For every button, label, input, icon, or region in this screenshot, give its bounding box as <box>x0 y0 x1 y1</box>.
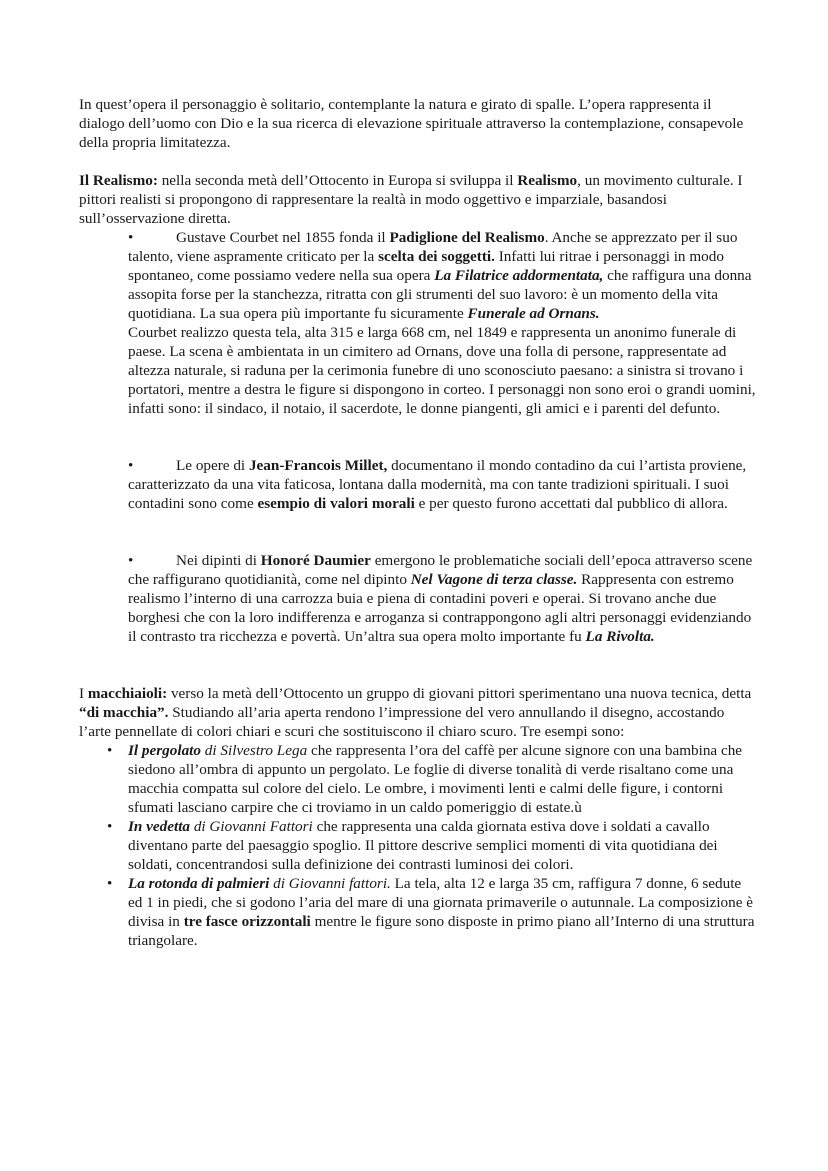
artist-name: di Giovanni Fattori <box>190 818 313 835</box>
list-item-courbet: • Gustave Courbet nel 1855 fonda il Padiglione del Realismo. Anche se apprezzato per il suo talento, viene aspramente criticato per la scelta dei soggetti. Infatti lui ritrae i personaggi in modo spontaneo, come possiamo vedere nella sua opera La Filatrice addormentata, che raffigura una donna assopita forse per la stanchezza, ritratta con gli strumenti del suo lavoro: è un momento della vita quotidiana. La sua opera più importante fu sicuramente Funerale ad Ornans. Courbet realizzo questa tela, alta 315 e larga 668 cm, nel 1849 e rappresenta un anonimo funerale di paese. La scena è ambientata in un cimitero ad Ornans, dove una folla di persone, rappresentate ad altezza naturale, si raduna per la cerimonia funebre di uno sconosciuto paesano: a sinistra si trovano i portatori, mentre a destra le figure si dispongono in corteo. I personaggi non sono eroi o grandi uomini, infatti sono: il sindaco, il notaio, il sacerdote, le donne piangenti, gli amici e i parenti del defunto. <box>79 228 759 418</box>
courbet-continuation: Courbet realizzo questa tela, alta 315 e larga 668 cm, nel 1849 e rappresenta un anonimo funerale di paese. La scena è ambientata in un cimitero ad Ornans, dove una folla di persone, rappresentate ad altezza naturale, si raduna per la cerimonia funebre di uno sconosciuto paesano: a sinistra si trovano i portatori, mentre a destra le figure si dispongono in corteo. I personaggi non sono eroi o grandi uomini, infatti sono: il sindaco, il notaio, il sacerdote, le donne piangenti, gli amici e i parenti del defunto. <box>128 324 756 417</box>
spacer <box>79 418 759 456</box>
spacer <box>79 646 759 684</box>
macchiaioli-paragraph: I macchiaioli: verso la metà dell’Ottocento un gruppo di giovani pittori sperimentano una nuova tecnica, detta “di macchia”. Studiando all’aria aperta rendono l’impressione del vero annullando il disegno, accostando l’arte pennellate di colori chiari e scuri che sostituiscono il chiaro scuro. Tre esempi sono: <box>79 685 752 740</box>
bullet-icon: • <box>128 229 134 246</box>
artwork-title: La Filatrice addormentata, <box>434 267 604 284</box>
list-item-pergolato: • Il pergolato di Silvestro Lega che rappresenta l’ora del caffè per alcune signore con una bambina che siedono all’ombra di appunto un pergolato. Le foglie di diverse tonalità di verde risaltano come una macchia compatta sul colore del cielo. Le ombre, i movimenti lenti e calmi delle figure, i contorni sfumati lasciano carpire che ci troviamo in un caldo pomeriggio di estate.ù <box>107 742 743 816</box>
bullet-icon: • <box>128 552 134 569</box>
realismo-heading: Il Realismo: <box>79 172 158 189</box>
artist-name: di Giovanni fattori. <box>269 875 391 892</box>
list-item-millet: • Le opere di Jean-Francois Millet, documentano il mondo contadino da cui l’artista proviene, caratterizzato da una vita faticosa, lontana dalla modernità, ma con tante tradizioni spirituali. I suoi contadini sono come esempio di valori morali e per questo furono accettati dal pubblico di allora. <box>128 457 747 512</box>
bullet-icon: • <box>107 818 113 835</box>
list-item-rotonda: • La rotonda di palmieri di Giovanni fattori. La tela, alta 12 e larga 35 cm, raffigura 7 donne, 6 sedute ed 1 in piedi, che si godono l’aria del mare di una giornata primaverile o autunnale. La composizione è divisa in tre fasce orizzontali mentre le figure sono disposte in primo piano all’Interno di una struttura triangolare. <box>107 875 755 949</box>
bullet-icon: • <box>107 742 113 759</box>
bullet-icon: • <box>107 875 113 892</box>
list-item-daumier: • Nei dipinti di Honoré Daumier emergono le problematiche sociali dell’epoca attraverso scene che raffigurano quotidianità, come nel dipinto Nel Vagone di terza classe. Rappresenta con estremo realismo l’interno di una carrozza buia e piena di contadini poveri e operai. Si trovano anche due borghesi che con la loro indifferenza e arroganza si contrappongono agli altri personaggi evidenziando il contrasto tra ricchezza e povertà. Un’altra sua opera molto importante fu La Rivolta. <box>128 552 753 645</box>
realismo-list <box>79 228 759 646</box>
artwork-title: In vedetta <box>128 818 191 835</box>
document-page <box>79 95 759 950</box>
macchiaioli-heading: macchiaioli: <box>87 685 168 702</box>
artist-name: di Silvestro Lega <box>201 742 308 759</box>
spacer <box>79 513 759 551</box>
artwork-title: La Rivolta. <box>585 628 655 645</box>
list-item-vedetta: • In vedetta di Giovanni Fattori che rappresenta una calda giornata estiva dove i soldati a cavallo diventano parte del paesaggio spoglio. Il pittore descrive semplici momenti di vita quotidiana dei soldati, concentrandosi sulla definizione dei contrasti luminosi dei colori. <box>107 818 718 873</box>
artwork-title: Il pergolato <box>128 742 201 759</box>
intro-paragraph: In quest’opera il personaggio è solitario, contemplante la natura e girato di spalle. L’opera rappresenta il dialogo dell’uomo con Dio e la sua ricerca di elevazione spirituale attraverso la contemplazione, consapevole della propria limitatezza. <box>79 96 744 151</box>
bullet-icon: • <box>128 457 134 474</box>
artwork-title: Nel Vagone di terza classe. <box>410 571 578 588</box>
realismo-paragraph: Il Realismo: nella seconda metà dell’Ottocento in Europa si sviluppa il Realismo, un movimento culturale. I pittori realisti si propongono di rappresentare la realtà in modo oggettivo e imparziale, basandosi sull’osservazione diretta. <box>79 172 743 227</box>
macchiaioli-list <box>79 741 759 950</box>
artwork-title: La rotonda di palmieri <box>128 875 270 892</box>
artwork-title: Funerale ad Ornans. <box>467 305 600 322</box>
spacer <box>79 152 759 171</box>
